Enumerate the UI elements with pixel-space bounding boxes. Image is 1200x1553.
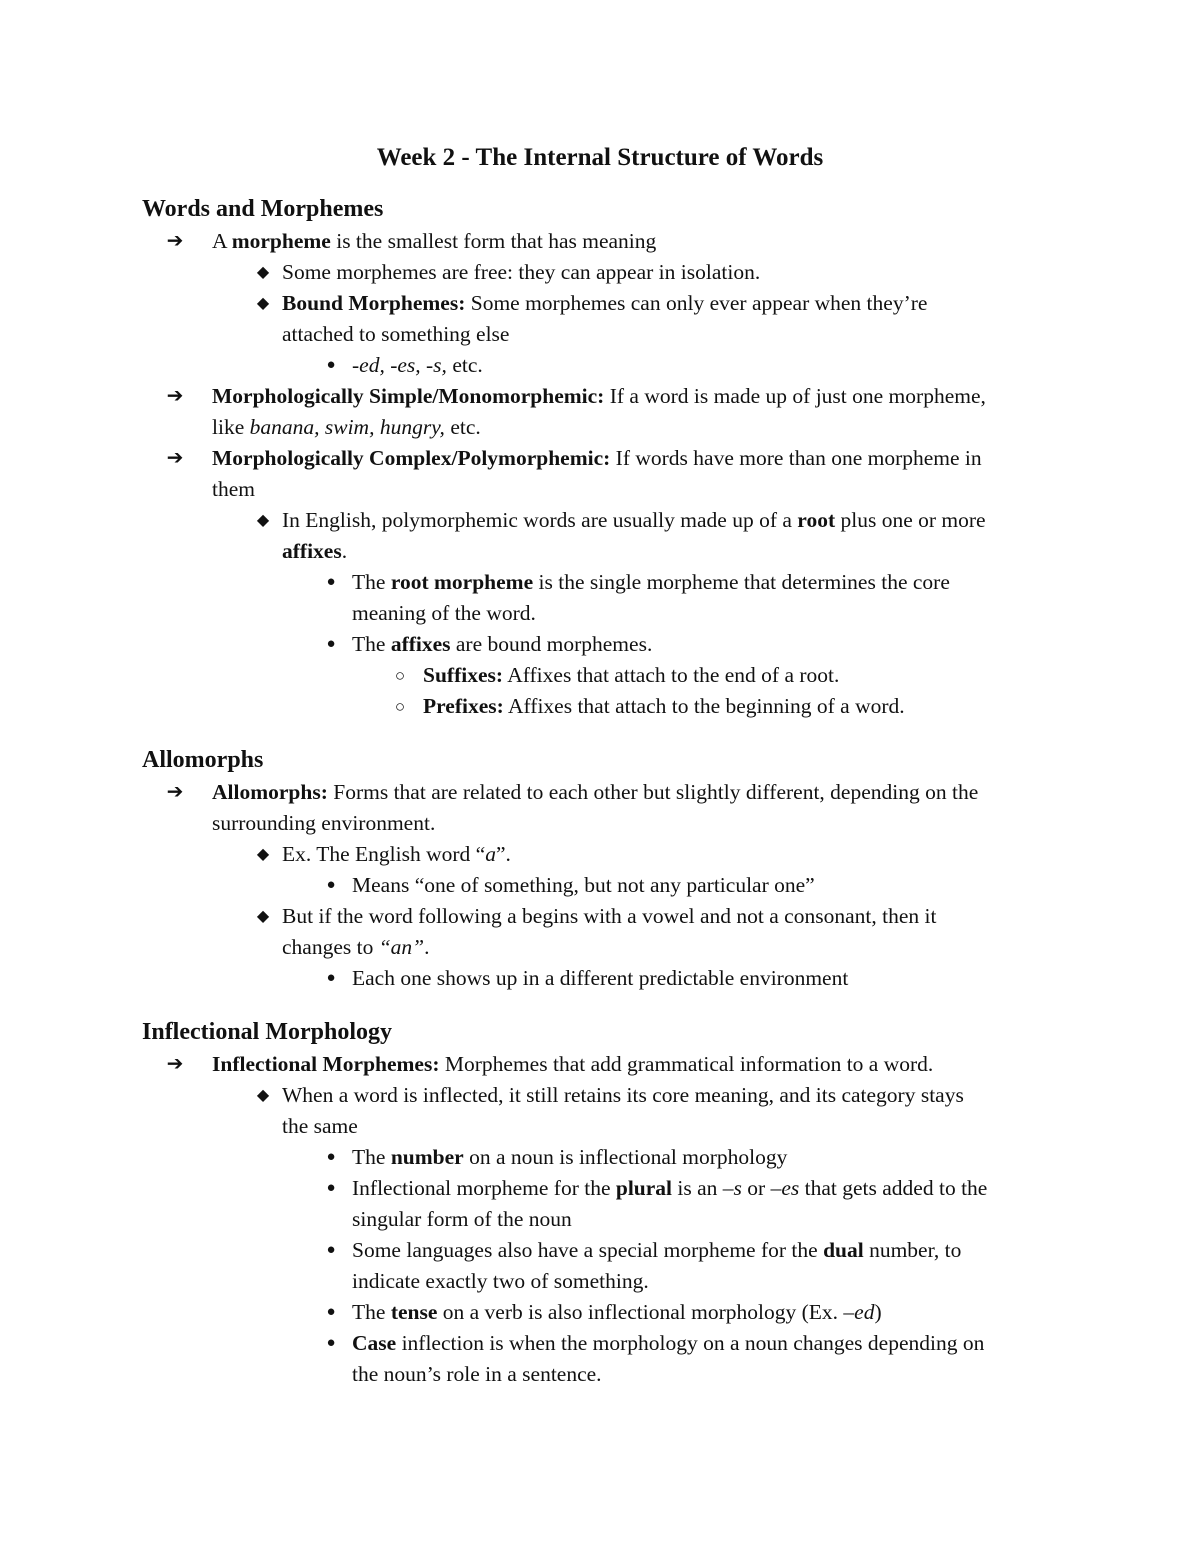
list-item: ○ Prefixes: Affixes that attach to the beginning of a word. [423, 691, 1073, 722]
list-item: ● The tense on a verb is also inflectional morphology (Ex. –ed) [352, 1297, 1072, 1328]
round-bullet-icon: ● [326, 1335, 336, 1351]
circle-bullet-icon: ○ [394, 666, 406, 685]
round-bullet-icon: ● [326, 636, 336, 652]
diamond-bullet-icon: ◆ [256, 264, 270, 281]
list-item: ◆ But if the word following a begins with a vowel and not a consonant, then it changes to “an”. [282, 901, 1072, 963]
list-item: ➔ Morphologically Complex/Polymorphemic: If words have more than one morpheme in them [212, 443, 1072, 505]
page-title: Week 2 - The Internal Structure of Words [376, 144, 824, 171]
list-item: ○ Suffixes: Affixes that attach to the end of a root. [423, 660, 1073, 691]
arrow-bullet-icon: ➔ [166, 1053, 184, 1075]
list-item: ● Some languages also have a special morpheme for the dual number, to indicate exactly two of something. [352, 1235, 1072, 1297]
round-bullet-icon: ● [326, 877, 336, 893]
arrow-bullet-icon: ➔ [166, 230, 184, 252]
list-item: ● The root morpheme is the single morpheme that determines the core meaning of the word. [352, 567, 1072, 629]
list-item: ➔ Morphologically Simple/Monomorphemic: If a word is made up of just one morpheme, like banana, swim, hungry, etc. [212, 381, 1072, 443]
section-heading-words-and-morphemes: Words and Morphemes [142, 196, 384, 222]
round-bullet-icon: ● [326, 970, 336, 986]
list-item: ● Each one shows up in a different predictable environment [352, 963, 1072, 994]
list-item: ◆ When a word is inflected, it still retains its core meaning, and its category stays the same [282, 1080, 1072, 1142]
list-item: ● -ed, -es, -s, etc. [352, 350, 1072, 381]
round-bullet-icon: ● [326, 1304, 336, 1320]
round-bullet-icon: ● [326, 1149, 336, 1165]
diamond-bullet-icon: ◆ [256, 1087, 270, 1104]
list-item: ➔ A morpheme is the smallest form that has meaning [212, 226, 1072, 257]
arrow-bullet-icon: ➔ [166, 781, 184, 803]
list-item: ● Inflectional morpheme for the plural is an –s or –es that gets added to the singular form of the noun [352, 1173, 1072, 1235]
list-item: ◆ Ex. The English word “a”. [282, 839, 1072, 870]
list-item: ● Case inflection is when the morphology on a noun changes depending on the noun’s role in a sentence. [352, 1328, 1072, 1390]
list-item: ● The affixes are bound morphemes. [352, 629, 1072, 660]
list-item: ➔ Inflectional Morphemes: Morphemes that add grammatical information to a word. [212, 1049, 1072, 1080]
list-item: ● The number on a noun is inflectional morphology [352, 1142, 1072, 1173]
list-item: ➔ Allomorphs: Forms that are related to each other but slightly different, depending on the surrounding environment. [212, 777, 1072, 839]
list-item: ● Means “one of something, but not any particular one” [352, 870, 1072, 901]
list-item: ◆ Some morphemes are free: they can appear in isolation. [282, 257, 1072, 288]
round-bullet-icon: ● [326, 357, 336, 373]
section-heading-allomorphs: Allomorphs [142, 747, 264, 773]
arrow-bullet-icon: ➔ [166, 447, 184, 469]
list-item: ◆ Bound Morphemes: Some morphemes can only ever appear when they’re attached to something else [282, 288, 1072, 350]
round-bullet-icon: ● [326, 574, 336, 590]
diamond-bullet-icon: ◆ [256, 846, 270, 863]
arrow-bullet-icon: ➔ [166, 385, 184, 407]
diamond-bullet-icon: ◆ [256, 512, 270, 529]
diamond-bullet-icon: ◆ [256, 908, 270, 925]
round-bullet-icon: ● [326, 1180, 336, 1196]
circle-bullet-icon: ○ [394, 697, 406, 716]
diamond-bullet-icon: ◆ [256, 295, 270, 312]
list-item: ◆ In English, polymorphemic words are usually made up of a root plus one or more affixes. [282, 505, 1072, 567]
section-heading-inflectional-morphology: Inflectional Morphology [142, 1019, 392, 1045]
round-bullet-icon: ● [326, 1242, 336, 1258]
